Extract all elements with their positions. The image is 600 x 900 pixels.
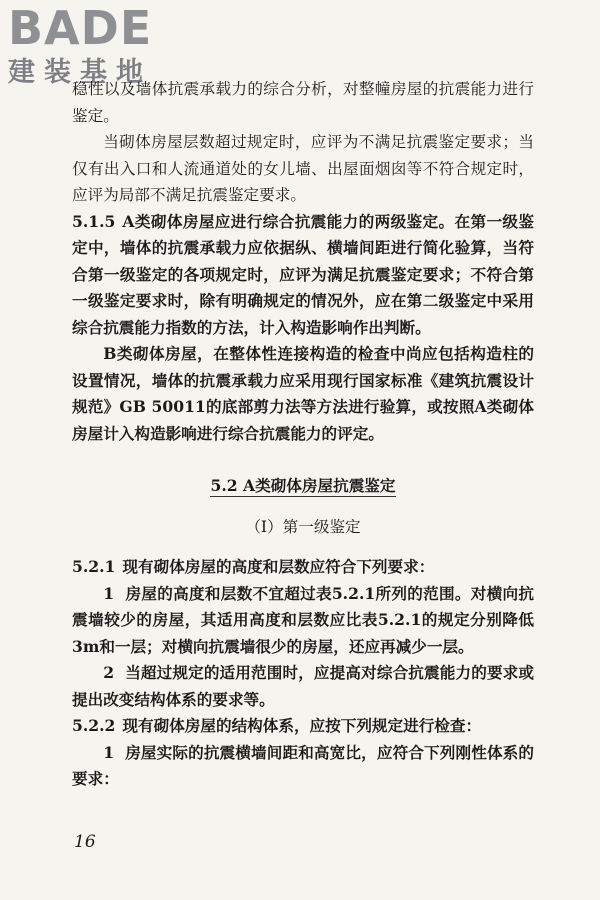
section-title — [72, 473, 534, 500]
clause-5-2-2 — [72, 713, 534, 740]
clause-text: 现有砌体房屋的结构体系，应按下列规定进行检查： — [122, 716, 482, 735]
logo-main-text: BADE — [8, 1, 153, 55]
list-item-2 — [72, 660, 534, 713]
list-item-number: 1 — [103, 742, 115, 762]
clause-5-2-1 — [72, 554, 534, 581]
list-item-text: 房屋的高度和层数不宜超过表5.2.1所列的范围。对横向抗震墙较少的房屋，其适用高度和层数应比表5.2.1的规定分别降低3m和一层；对横向抗震墙很少的房屋，还应再减少一层。 — [72, 583, 534, 656]
list-item-number: 1 — [103, 583, 115, 603]
list-item-1 — [72, 581, 534, 661]
list-item-1b — [72, 740, 534, 793]
list-item-text: 房屋实际的抗震横墙间距和高宽比，应符合下列刚性体系的要求： — [72, 742, 534, 788]
paragraph-b-class: B类砌体房屋，在整体性连接构造的检查中尚应包括构造柱的设置情况，墙体的抗震承载力应采用现行国家标准《建筑抗震设计规范》GB 50011的底部剪力法等方法进行验算，或按照A类砌体房屋计入构造影响进行综合抗震能力的评定。 — [72, 344, 534, 443]
list-item-number: 2 — [103, 663, 115, 682]
paragraph-continuation: 稳性以及墙体抗震承载力的综合分析，对整幢房屋的抗震能力进行鉴定。 — [72, 80, 534, 125]
list-item-text: 当超过规定的适用范围时，应提高对综合抗震能力的要求或提出改变结构体系的要求等。 — [72, 663, 534, 709]
logo-sub-text: 建装基地 — [8, 57, 152, 88]
page-number: 16 — [74, 832, 96, 852]
document-body — [72, 76, 534, 793]
clause-text: A类砌体房屋应进行综合抗震能力的两级鉴定。在第一级鉴定中，墙体的抗震承载力应依据纵、横墙间距进行简化验算，当符合第一级鉴定的各项规定时，应评为满足抗震鉴定要求；不符合第一级鉴定要求时，除有明确规定的情况外，应在第二级鉴定中采用综合抗震能力指数的方法，计入构造影响作出判断。 — [72, 211, 534, 337]
paragraph-layer-requirement: 当砌体房屋层数超过规定时，应评为不满足抗震鉴定要求；当仅有出入口和人流通道处的女儿墙、出屋面烟囱等不符合规定时，应评为局部不满足抗震鉴定要求。 — [72, 133, 534, 204]
clause-number: 5.1.5 — [72, 211, 116, 231]
clause-number: 5.2.1 — [72, 557, 116, 576]
clause-number: 5.2.2 — [72, 716, 116, 735]
clause-text: 现有砌体房屋的高度和层数应符合下列要求： — [122, 557, 435, 576]
subsection-title: （Ⅰ）第一级鉴定 — [245, 517, 361, 536]
clause-5-1-5 — [72, 209, 534, 342]
section-title-text: 5.2 A类砌体房屋抗震鉴定 — [210, 476, 396, 495]
